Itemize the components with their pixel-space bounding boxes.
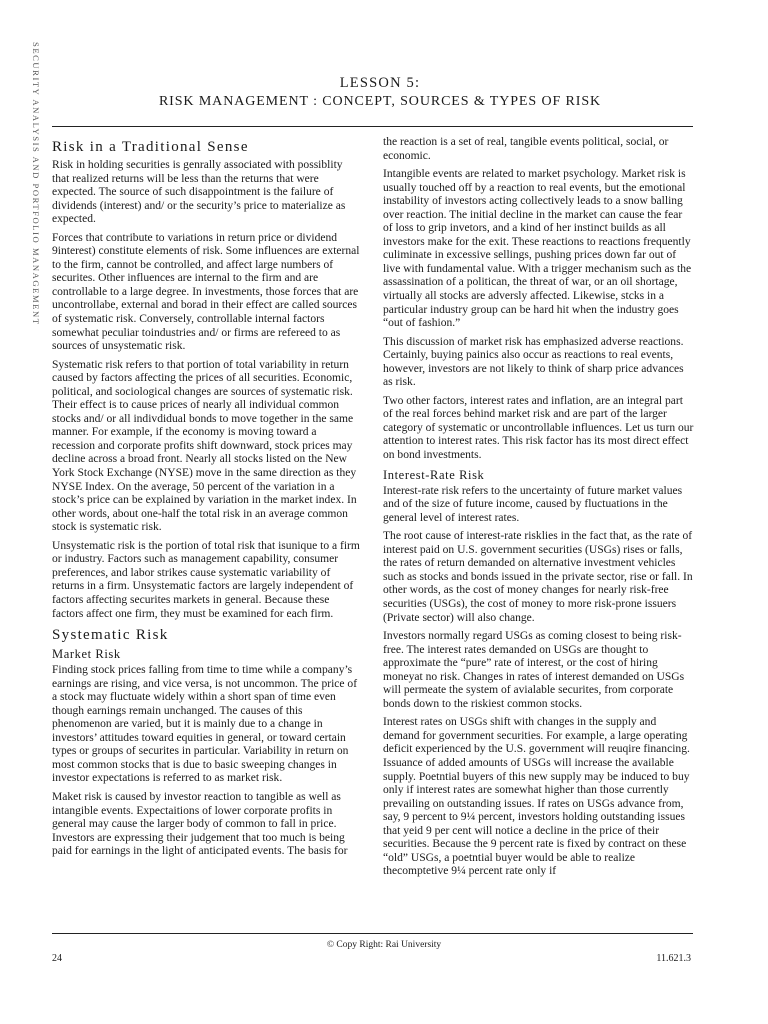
copyright-notice: © Copy Right: Rai University bbox=[326, 940, 442, 950]
paragraph: Unsystematic risk is the portion of total risk that isunique to a firm or industry. Factors such as management capability, consumer preferences, and labor strikes cause systematic variability of returns in a firm. Unsystematic factors are largely independent of factors affecting securites markets in general. Because these factors affect one firm, they must be examined for each firm. bbox=[52, 539, 360, 620]
paragraph: Risk in holding securities is genrally associated with possiblity that realized returns will be less than the returns that were expected. The source of such disappointment is the failure of dividends (interest) and/ or the security’s price to materialize as expected. bbox=[52, 159, 346, 226]
paragraph: This discussion of market risk has emphasized adverse reactions. Certainly, buying painics also occur as reactions to real events, however, investors are not likely to think of sharp price advances as risk. bbox=[383, 335, 684, 389]
page-number: 24 bbox=[52, 953, 62, 964]
side-running-title bbox=[27, 42, 39, 362]
paragraph: Systematic risk refers to that portion of total variability in return caused by factors affecting the prices of all securities. Economic, political, and sociological changes are sources of systematic risk. Their effect is to cause prices of nearly all individual common stocks and/ or all indivdidual bonds to move together in the same manner. For example, if the economy is moving toward a recession and corporate profits shift downward, stock prices may decline across a broad front. Nearly all stocks listed on the New York Stock Exchange (NYSE) move in the same direction as they NYSE Index. On the average, 50 percent of the variation in a stock’s price can be explained by variation in the market index. In other words, about one-half the total risk in an average common stock is systematic risk. bbox=[52, 358, 357, 534]
heading-interest-rate-risk: Interest-Rate Risk bbox=[383, 467, 485, 482]
heading-risk-traditional-sense: Risk in a Traditional Sense bbox=[52, 139, 249, 155]
document-code: 11.621.3 bbox=[656, 953, 691, 964]
paragraph: Finding stock prices falling from time to time while a company’s earnings are rising, and vice versa, is not uncommon. The price of a stock may fluctuate widely within a short span of time even though earnings remain unchanged. The causes of this phenomenon are varied, but it is mainly due to a change in investors’ attitudes toward equities in general, or toward certain types or groups of securites in particular. Variability in return on most common stocks that is due to basic sweeping changes in investor expectations is referred to as market risk. bbox=[52, 664, 358, 785]
lesson-number: LESSON 5: bbox=[339, 75, 421, 91]
paragraph: Investors normally regard USGs as coming closest to being risk-free. The interest rates demanded on USGs are thought to approximate the “pure” rate of interest, or the cost of hiring moneyat no risk. Changes in rates of interest demanded on USGs will permeate the system of avialable securites, from corporate bonds down to the riskiest common stocks. bbox=[383, 630, 685, 710]
lesson-title: RISK MANAGEMENT : CONCEPT, SOURCES & TYPES OF RISK bbox=[158, 94, 602, 109]
bottom-divider bbox=[52, 933, 693, 934]
paragraph: the reaction is a set of real, tangible events political, social, or economic. bbox=[383, 136, 669, 162]
paragraph: The root cause of interest-rate risklies in the fact that, as the rate of interest paid on U.S. government securities (USGs) rises or falls, the rates of return demanded on alternative investment vehicles such as stocks and bonds issued in the private sector, rise or fall. In other words, as the cost of money changes for nearly risk-free securities (USGs), the cost of money to more risk-prone issuers (Private sector) will also change. bbox=[383, 530, 693, 624]
side-running-title-text: SECURITY ANALYSIS AND PORTFOLIO MANAGEMENT bbox=[31, 42, 41, 326]
paragraph: Interest rates on USGs shift with changes in the supply and demand for government securities. For example, a large operating deficit experienced by the U.S. government will reuqire financing. Issuance of added amounts of USGs will increase the available supply. Poetntial buyers of this new supply may be induced to buy only if interest rates are somewhat higher than those currently prevailing on outstanding issues. If rates on USGs advance from, say, 9 percent to 9¼ percent, investors holding outstanding issues that yeid 9 per cent will notice a decline in the price of their securities. Because the 9 percent rate is fixed by contract on these “old” USGs, a poetntial buyer would be able to realize thecomptetive 9¼ percent rate only if bbox=[383, 716, 690, 878]
top-divider bbox=[52, 126, 693, 127]
paragraph: Forces that contribute to variations in return price or dividend 9interest) constitute elements of risk. Some influences are external to the firm, cannot be controlled, and affect large numbers of securites. Other influences are internal to the firm and are controllable to a large degree. In investments, those forces that are uncontrollabe, external and borad in their effect are called sources of systematic risk. Conversely, controllable internal factors somewhat peculiar toindustries and/ or firms are refereed to as sources of unsystematic risk. bbox=[52, 231, 360, 353]
heading-market-risk: Market Risk bbox=[52, 647, 121, 662]
right-column bbox=[383, 136, 694, 884]
heading-systematic-risk: Systematic Risk bbox=[52, 627, 169, 644]
left-column bbox=[52, 138, 362, 864]
paragraph: Interest-rate risk refers to the uncertainty of future market values and of the size of future income, caused by fluctuations in the general level of interest rates. bbox=[383, 484, 683, 524]
paragraph: Intangible events are related to market psychology. Market risk is usually touched off by a reaction to real events, but the emotional instability of investors acting collectively leads to a snow balling over reaction. The initial decline in the market can cause the fear of loss to grip invetors, and a kind of her instinct builds as all investors make for the exit. These reactions to reactions frequently culiminate in excessive sellings, pushing prices down far out of live with fundamental value. With a trigger mechanism such as the assassination of a politican, the threat of war, or an oil shortage, virtually all stocks are adversly affected. Likewise, stcks in a particular industry group can be hard hit when the industry goes “out of fashion.” bbox=[383, 168, 692, 330]
paragraph: Maket risk is caused by investor reaction to tangible as well as intangible events. Expectaitions of lower corporate profits in general may cause the larger body of common to fall in price. Investors are expressing their judgement that too much is being paid for earnings in the light of anticipated events. The basis for bbox=[52, 790, 348, 858]
paragraph: Two other factors, interest rates and inflation, are an integral part of the real forces behind market risk and are part of the larger category of systematic or uncontrollable influences. Let us turn our attention to interest rates. This risk factor has its most direct effect on bond investments. bbox=[383, 394, 694, 462]
